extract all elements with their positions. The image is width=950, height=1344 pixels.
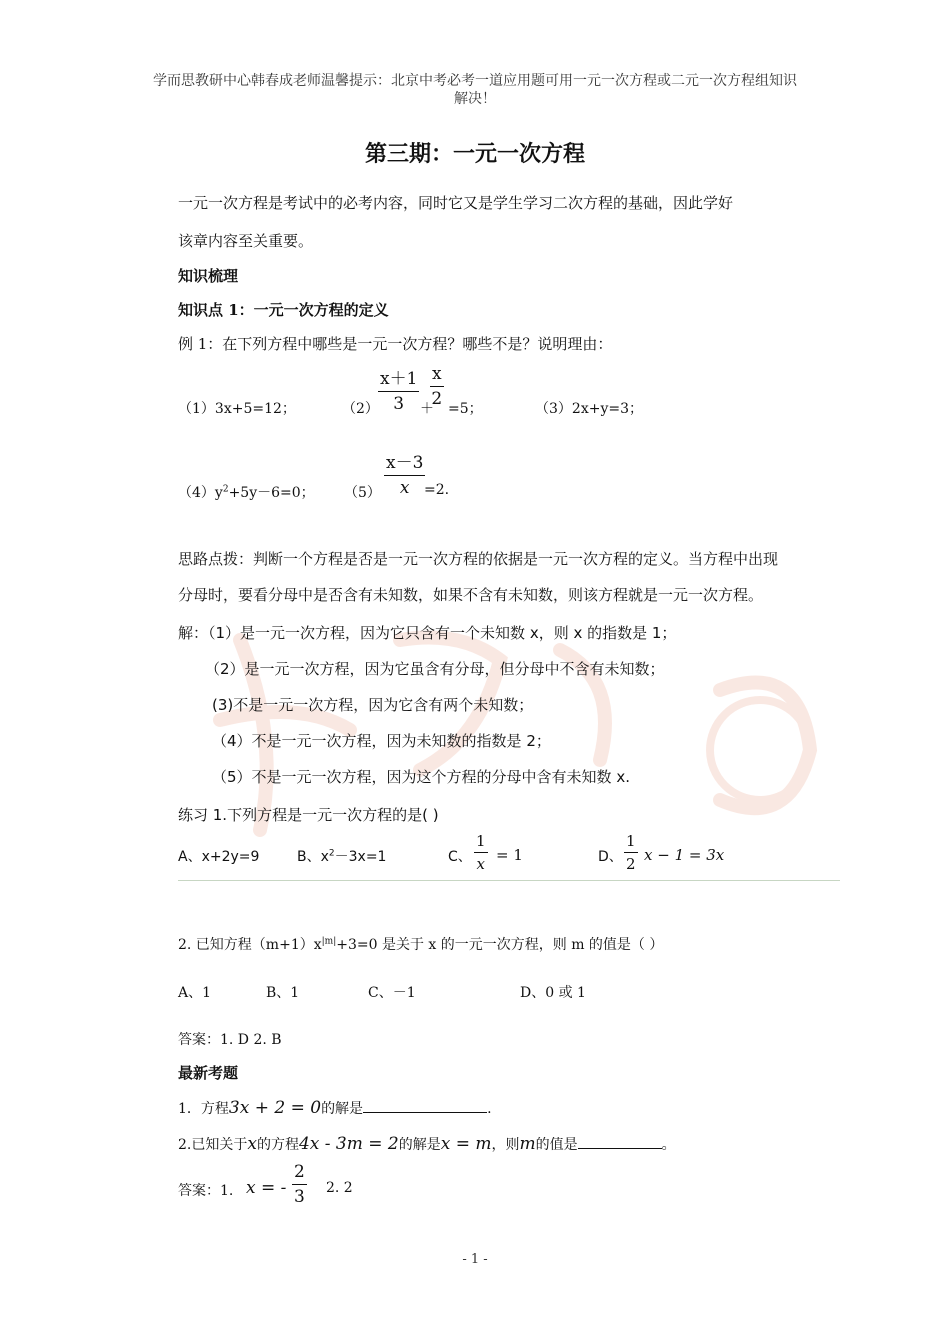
latest-question-2-variable: x [247, 1134, 257, 1154]
equation-2-label: （2） [342, 401, 379, 417]
example-1: 例 1：在下列方程中哪些是一元一次方程？哪些不是？说明理由： [178, 335, 613, 353]
practice-1-question: 练习 1.下列方程是一元一次方程的是( ) [178, 806, 439, 824]
equation-4-exponent: 2 [222, 484, 229, 495]
practice-1-option-b [297, 846, 386, 866]
latest-question-1-blank [363, 1098, 487, 1113]
practice-1-option-b-post: －3x=1 [334, 849, 387, 865]
equation-4 [178, 482, 315, 502]
practice-1-option-c-label: C、 [448, 849, 472, 865]
solution-4: （4）不是一元一次方程，因为未知数的指数是 2； [212, 732, 551, 750]
latest-question-2-end: 。 [661, 1137, 676, 1153]
latest-question-2-blank [578, 1134, 662, 1149]
equation-2-fraction-2 [430, 364, 444, 409]
equation-4-post: +5y－6=0； [228, 485, 315, 501]
equation-5-numerator: x－3 [384, 448, 425, 476]
practice-1-option-c-numerator: 1 [474, 832, 488, 853]
analysis-line-2: 分母时，要看分母中是否含有未知数，如果不含有未知数，则该方程就是一元一次方程。 [178, 586, 764, 604]
practice-1-option-b-pre: B、x [297, 849, 329, 865]
practice-1-option-d-label: D、 [598, 849, 623, 865]
section-knowledge: 知识梳理 [178, 267, 239, 285]
intro-line-1: 一元一次方程是考试中的必考内容，同时它又是学生学习二次方程的基础，因此学好 [178, 194, 734, 212]
practice-1-option-d-fraction [624, 832, 638, 873]
practice-1-option-c-denominator: x [476, 855, 485, 873]
answer-2-post: 2. 2 [326, 1180, 353, 1196]
practice-2-option-b: B、1 [266, 985, 300, 1001]
latest-question-2-mid: 的方程 [256, 1137, 299, 1153]
divider [178, 880, 840, 881]
header-line-2: 解决！ [454, 91, 496, 107]
practice-1-option-d-numerator: 1 [624, 832, 638, 853]
latest-question-2-variable-m: m [519, 1134, 536, 1154]
equation-2-plus: ＋ [420, 401, 434, 417]
equation-5-denominator: x [399, 478, 410, 498]
latest-question-2-equation: 4x - 3m = 2 [298, 1134, 399, 1154]
practice-2-question-pre: 2. 已知方程（m+1）x [178, 937, 322, 953]
latest-question-1-post: 的解是 [321, 1101, 364, 1117]
answer-2-lhs: x = - [246, 1178, 287, 1198]
practice-1-option-b-exponent: 2 [328, 848, 335, 859]
intro-line-2: 该章内容至关重要。 [178, 232, 314, 250]
equation-2-denominator-1: 3 [393, 394, 405, 414]
latest-question-2 [178, 1134, 676, 1154]
practice-1-option-c-rhs: = 1 [496, 846, 523, 864]
practice-2-option-a: A、1 [178, 985, 212, 1001]
solution-2: （2）是一元一次方程，因为它虽含有分母，但分母中不含有未知数； [205, 660, 665, 678]
header-line-1: 学而思教研中心韩春成老师温馨提示：北京中考必考一道应用题可用一元一次方程或二元一次方程组知识 [153, 73, 797, 89]
section-latest: 最新考题 [178, 1064, 239, 1082]
latest-question-1 [178, 1098, 492, 1118]
latest-question-1-pre: 1．方程 [178, 1101, 229, 1117]
equation-2-denominator-2: 2 [431, 389, 443, 409]
answer-2-numerator: 2 [292, 1162, 307, 1185]
practice-2-question [178, 934, 663, 954]
equation-2-rhs: =5； [448, 401, 483, 417]
equation-4-pre: （4）y [178, 485, 223, 501]
equation-5-fraction [384, 448, 425, 498]
equation-5-label: （5） [344, 485, 381, 501]
answer-2-pre: 答案：1. [178, 1183, 234, 1199]
practice-1-option-d-denominator: 2 [626, 855, 636, 873]
equation-1: （1）3x+5=12； [178, 401, 296, 417]
latest-question-1-end: . [487, 1101, 492, 1117]
latest-question-2-solution: x = m [440, 1134, 492, 1154]
practice-1-option-c-fraction [474, 832, 488, 873]
analysis-line-1: 思路点拨：判断一个方程是否是一元一次方程的依据是一元一次方程的定义。当方程中出现 [178, 550, 779, 568]
latest-question-2-mid3: ，则 [491, 1137, 520, 1153]
answer-2-fraction [292, 1162, 307, 1207]
practice-2-option-d: D、0 或 1 [520, 985, 586, 1001]
equation-2-numerator-2: x [430, 364, 444, 387]
practice-2-option-c: C、－1 [368, 985, 416, 1001]
answer-1: 答案：1. D 2. B [178, 1032, 282, 1048]
equation-2-numerator-1: x＋1 [378, 364, 419, 392]
knowledge-point-1: 知识点 1：一元一次方程的定义 [178, 301, 389, 319]
equation-3: （3）2x+y=3； [535, 401, 643, 417]
practice-2-question-post: +3=0 是关于 x 的一元一次方程，则 m 的值是（ ） [336, 937, 664, 953]
practice-1-option-d-rhs: x − 1 = 3x [644, 846, 725, 864]
page-title: 第三期：一元一次方程 [364, 141, 585, 167]
latest-question-2-mid2: 的解是 [398, 1137, 441, 1153]
latest-question-2-pre: 2.已知关于 [178, 1137, 248, 1153]
practice-2-exponent: |m| [321, 936, 337, 947]
latest-question-2-post: 的值是 [535, 1137, 578, 1153]
equation-2-fraction-1 [378, 364, 419, 414]
latest-question-1-equation: 3x + 2 = 0 [228, 1098, 322, 1118]
equation-5-rhs: =2. [424, 482, 450, 498]
practice-1-option-a: A、x+2y=9 [178, 849, 260, 865]
page-number: - 1 - [462, 1252, 488, 1267]
solution-5: （5）不是一元一次方程，因为这个方程的分母中含有未知数 x. [212, 768, 630, 786]
answer-2-denominator: 3 [294, 1187, 305, 1207]
solution-3: (3)不是一元一次方程，因为它含有两个未知数； [212, 696, 534, 714]
solution-1: 解：（1）是一元一次方程，因为它只含有一个未知数 x，则 x 的指数是 1； [178, 624, 677, 642]
